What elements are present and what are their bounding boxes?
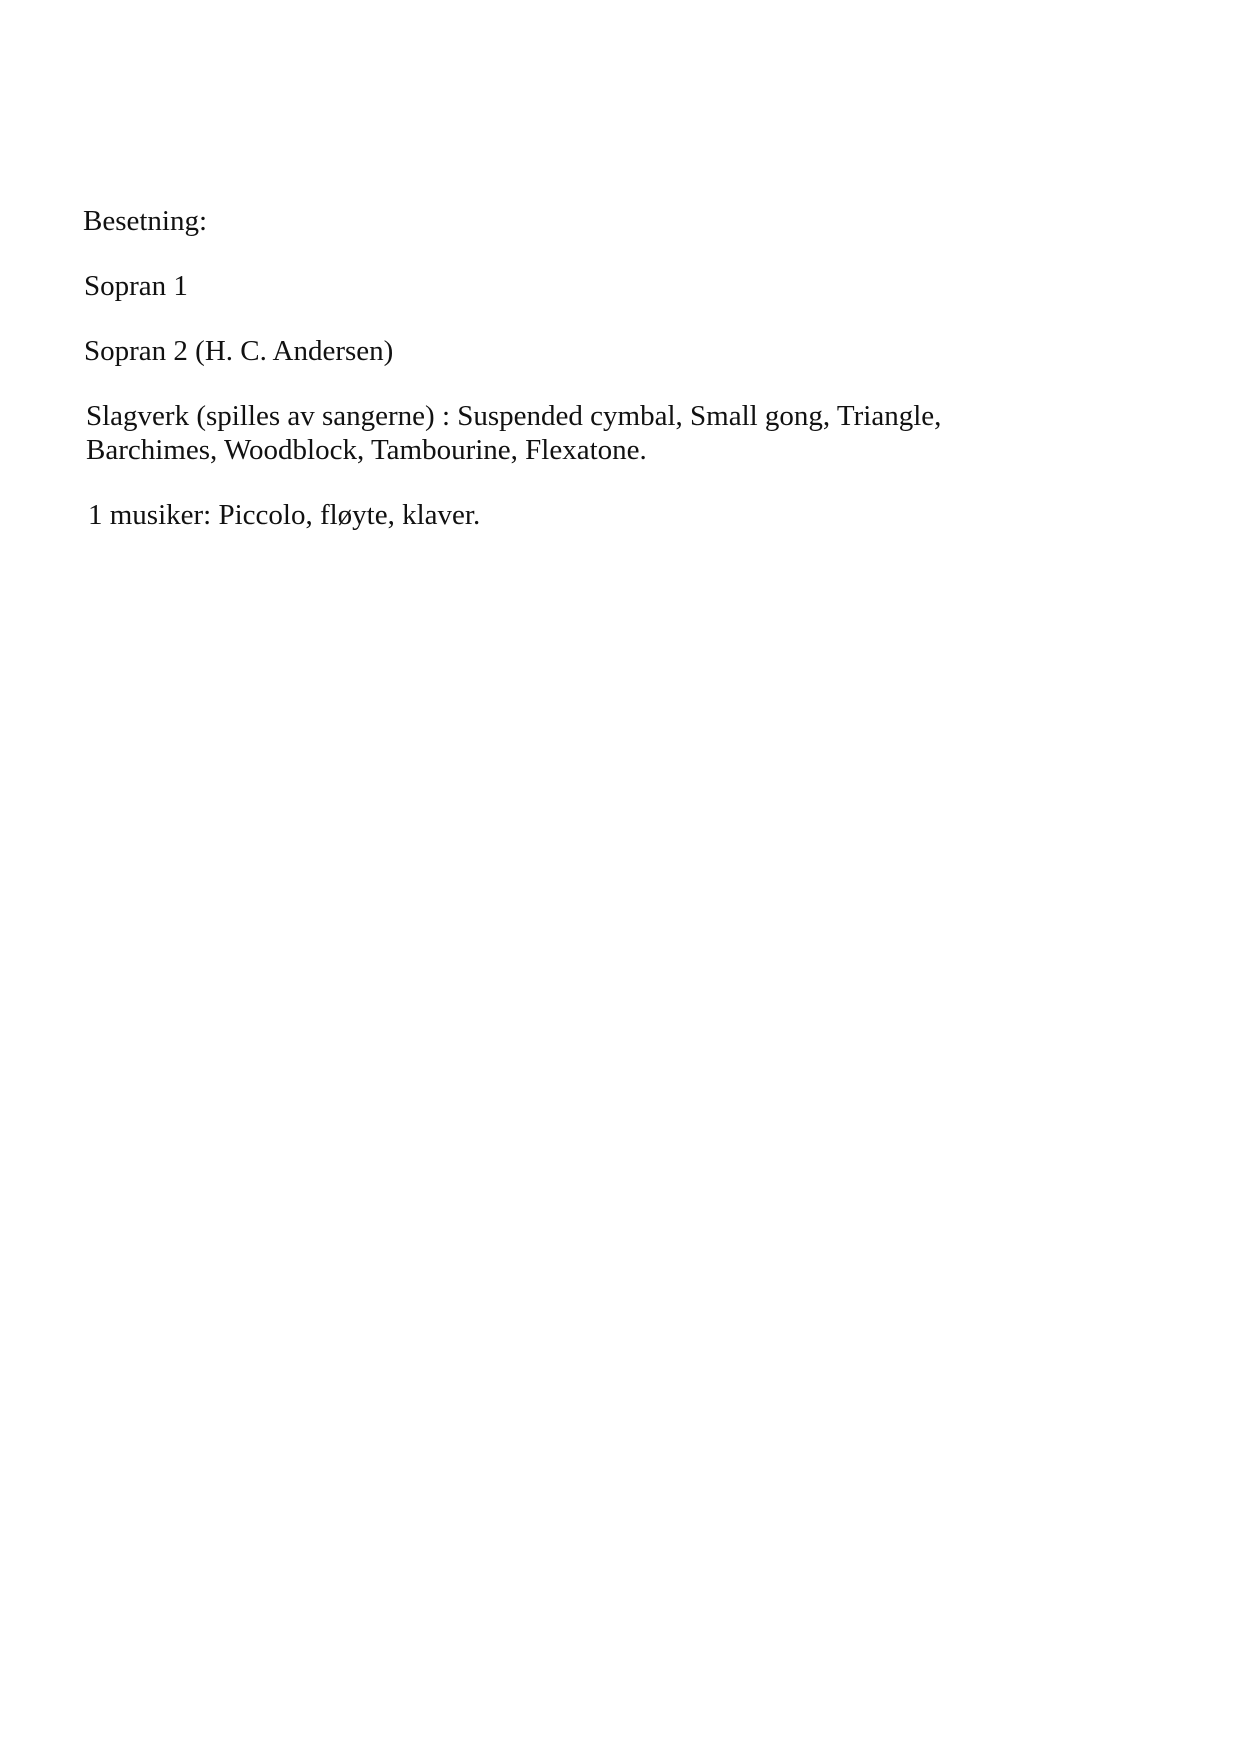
instrumentation-section [84,204,1084,563]
musician-paragraph: 1 musiker: Piccolo, fløyte, klaver. [88,499,481,531]
percussion-line-2: Barchimes, Woodblock, Tambourine, Flexatone. [86,434,647,466]
voice-soprano-1: Sopran 1 [84,270,188,302]
percussion-line-1: Slagverk (spilles av sangerne) : Suspended cymbal, Small gong, Triangle, [86,400,942,432]
instrumentation-heading: Besetning: [83,205,208,237]
voice-soprano-2: Sopran 2 (H. C. Andersen) [84,335,394,367]
percussion-paragraph [86,399,1084,467]
